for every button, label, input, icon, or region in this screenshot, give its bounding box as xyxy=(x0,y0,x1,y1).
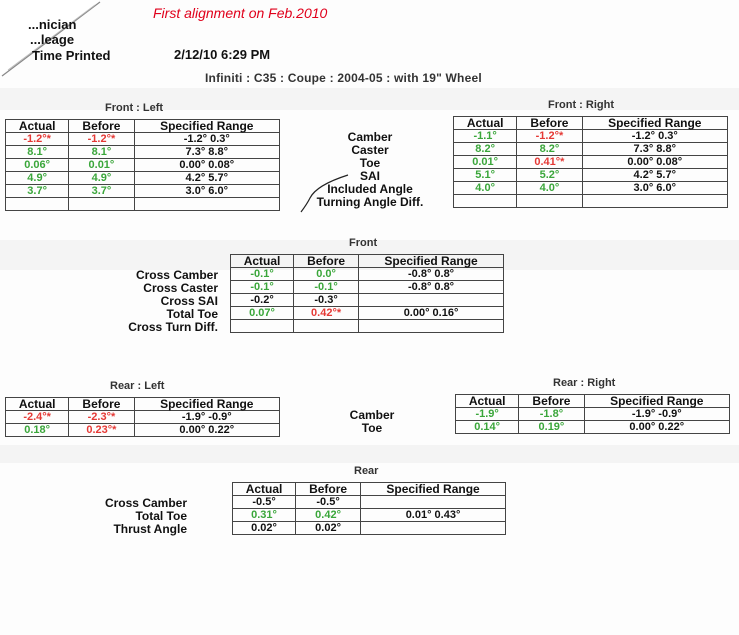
cell-before: 8.2° xyxy=(517,143,582,156)
table-row xyxy=(454,143,728,156)
cell-range: 4.2° 5.7° xyxy=(582,169,727,182)
table-row xyxy=(6,172,280,185)
cell-range: 0.00° 0.16° xyxy=(359,307,504,320)
cell-actual: -1.9° xyxy=(456,408,519,421)
cell-actual: -1.2°* xyxy=(6,133,69,146)
cell-before: -0.3° xyxy=(294,294,359,307)
annotation-text: First alignment on Feb.2010 xyxy=(153,5,328,21)
table-row xyxy=(6,411,280,424)
column-header-range: Specified Range xyxy=(134,120,279,133)
column-header-actual: Actual xyxy=(6,120,69,133)
front-right-table xyxy=(453,116,728,208)
cell-before: 0.23°* xyxy=(69,424,134,437)
table-row xyxy=(454,195,728,208)
column-header-range: Specified Range xyxy=(361,483,506,496)
cell-actual: 0.18° xyxy=(6,424,69,437)
cell-actual: 8.1° xyxy=(6,146,69,159)
cell-before: 8.1° xyxy=(69,146,134,159)
cell-actual: 3.7° xyxy=(6,185,69,198)
cell-range: 0.00° 0.08° xyxy=(134,159,279,172)
cell-before xyxy=(517,195,582,208)
cell-before: 0.42° xyxy=(296,509,361,522)
cell-range: -0.8° 0.8° xyxy=(359,268,504,281)
cell-actual: -2.4°* xyxy=(6,411,69,424)
table-row xyxy=(454,169,728,182)
column-header-before: Before xyxy=(69,398,134,411)
column-header-actual: Actual xyxy=(233,483,296,496)
cell-actual: 4.0° xyxy=(454,182,517,195)
cell-actual: 0.31° xyxy=(233,509,296,522)
label-camber: Camber xyxy=(347,130,393,144)
cell-actual xyxy=(231,320,294,333)
column-header-range: Specified Range xyxy=(584,395,729,408)
table-row xyxy=(233,496,506,509)
mileage-label: ...leage xyxy=(30,32,75,47)
cell-before xyxy=(69,198,134,211)
column-header-before: Before xyxy=(519,395,584,408)
label-sai: SAI xyxy=(359,169,380,183)
front-cross-table xyxy=(230,254,504,333)
cell-before: 4.0° xyxy=(517,182,582,195)
rear-cross-title: Rear xyxy=(354,465,379,477)
rear-cross-table xyxy=(232,482,506,535)
table-row xyxy=(454,156,728,169)
cell-before xyxy=(294,320,359,333)
label-total-toe: Total Toe xyxy=(166,307,218,321)
rear-cross-labels xyxy=(60,497,187,536)
cell-actual: -0.1° xyxy=(231,281,294,294)
cell-before: 0.0° xyxy=(294,268,359,281)
cell-before: 3.7° xyxy=(69,185,134,198)
cell-actual: -0.2° xyxy=(231,294,294,307)
cell-range xyxy=(359,294,504,307)
label-included-angle: Included Angle xyxy=(327,182,413,196)
column-header-before: Before xyxy=(517,117,582,130)
cell-range: 0.00° 0.08° xyxy=(582,156,727,169)
cell-range: 3.0° 6.0° xyxy=(134,185,279,198)
cell-range xyxy=(359,320,504,333)
table-row xyxy=(233,522,506,535)
column-header-before: Before xyxy=(294,255,359,268)
table-row xyxy=(6,198,280,211)
front-left-title: Front : Left xyxy=(105,102,164,114)
cell-range: -1.2° 0.3° xyxy=(134,133,279,146)
cell-range xyxy=(582,195,727,208)
table-row xyxy=(6,424,280,437)
rear-right-table xyxy=(455,394,730,434)
column-header-range: Specified Range xyxy=(359,255,504,268)
front-cross-labels xyxy=(60,269,218,334)
label-cross-sai: Cross SAI xyxy=(160,294,218,308)
cell-actual: -0.1° xyxy=(231,268,294,281)
cell-range: 4.2° 5.7° xyxy=(134,172,279,185)
front-left-table xyxy=(5,119,280,211)
label-rear-total-toe: Total Toe xyxy=(135,509,187,523)
table-header-row xyxy=(456,395,730,408)
cell-range: -1.2° 0.3° xyxy=(582,130,727,143)
time-printed-label: Time Printed xyxy=(32,48,111,63)
cell-before: 0.42°* xyxy=(294,307,359,320)
cell-range: -1.9° -0.9° xyxy=(584,408,729,421)
label-thrust-angle: Thrust Angle xyxy=(113,522,187,536)
label-cross-caster: Cross Caster xyxy=(143,281,218,295)
cell-actual: 4.9° xyxy=(6,172,69,185)
table-row xyxy=(454,182,728,195)
table-row xyxy=(231,294,504,307)
cell-actual: -1.1° xyxy=(454,130,517,143)
label-cross-turn-diff: Cross Turn Diff. xyxy=(128,320,218,334)
cell-range xyxy=(361,522,506,535)
cell-range: 7.3° 8.8° xyxy=(582,143,727,156)
table-row xyxy=(231,268,504,281)
column-header-actual: Actual xyxy=(456,395,519,408)
cell-actual: 0.14° xyxy=(456,421,519,434)
label-turning-angle-diff: Turning Angle Diff. xyxy=(316,195,424,209)
cell-range: 0.01° 0.43° xyxy=(361,509,506,522)
cell-actual: 0.01° xyxy=(454,156,517,169)
scan-band xyxy=(0,445,739,463)
cell-range: 3.0° 6.0° xyxy=(582,182,727,195)
table-header-row xyxy=(231,255,504,268)
label-toe: Toe xyxy=(359,156,381,170)
cell-before: 0.19° xyxy=(519,421,584,434)
cell-range: -1.9° -0.9° xyxy=(134,411,279,424)
cell-range: 7.3° 8.8° xyxy=(134,146,279,159)
table-header-row xyxy=(6,398,280,411)
column-header-before: Before xyxy=(69,120,134,133)
cell-actual: 0.06° xyxy=(6,159,69,172)
cell-before: -2.3°* xyxy=(69,411,134,424)
cell-actual xyxy=(454,195,517,208)
column-header-before: Before xyxy=(296,483,361,496)
table-row xyxy=(231,281,504,294)
cell-range xyxy=(134,198,279,211)
cell-actual: 8.2° xyxy=(454,143,517,156)
table-row xyxy=(6,185,280,198)
cell-actual xyxy=(6,198,69,211)
cell-actual: -0.5° xyxy=(233,496,296,509)
cell-before: 0.41°* xyxy=(517,156,582,169)
table-header-row xyxy=(6,120,280,133)
technician-label: ...nician xyxy=(28,17,77,32)
cell-before: 0.02° xyxy=(296,522,361,535)
cell-actual: 5.1° xyxy=(454,169,517,182)
table-row xyxy=(454,130,728,143)
cell-before: 4.9° xyxy=(69,172,134,185)
table-row xyxy=(6,146,280,159)
label-rear-cross-camber: Cross Camber xyxy=(104,496,187,510)
cell-actual: 0.02° xyxy=(233,522,296,535)
column-header-actual: Actual xyxy=(6,398,69,411)
column-header-actual: Actual xyxy=(454,117,517,130)
column-header-actual: Actual xyxy=(231,255,294,268)
cell-range xyxy=(361,496,506,509)
cell-range: -0.8° 0.8° xyxy=(359,281,504,294)
cell-before: 0.01° xyxy=(69,159,134,172)
front-cross-title: Front xyxy=(349,237,378,249)
table-row xyxy=(6,133,280,146)
cell-range: 0.00° 0.22° xyxy=(584,421,729,434)
table-row xyxy=(6,159,280,172)
cell-before: -1.8° xyxy=(519,408,584,421)
cell-before: -1.2°* xyxy=(517,130,582,143)
column-header-range: Specified Range xyxy=(582,117,727,130)
label-rear-camber: Camber xyxy=(349,408,395,422)
time-printed-value: 2/12/10 6:29 PM xyxy=(174,47,271,62)
cell-before: -0.5° xyxy=(296,496,361,509)
label-cross-camber: Cross Camber xyxy=(135,268,218,282)
rear-right-title: Rear : Right xyxy=(553,377,616,389)
table-header-row xyxy=(233,483,506,496)
rear-labels xyxy=(332,409,412,435)
table-row xyxy=(456,408,730,421)
front-right-title: Front : Right xyxy=(548,99,614,111)
table-header-row xyxy=(454,117,728,130)
vehicle-description: Infiniti : C35 : Coupe : 2004-05 : with 19" Wheel xyxy=(205,71,482,85)
column-header-range: Specified Range xyxy=(134,398,279,411)
cell-before: -0.1° xyxy=(294,281,359,294)
table-row xyxy=(233,509,506,522)
hand-drawn-bracket-mark xyxy=(298,172,358,214)
label-rear-toe: Toe xyxy=(361,421,383,435)
label-caster: Caster xyxy=(351,143,389,157)
cell-actual: 0.07° xyxy=(231,307,294,320)
cell-before: -1.2°* xyxy=(69,133,134,146)
cell-range: 0.00° 0.22° xyxy=(134,424,279,437)
rear-left-table xyxy=(5,397,280,437)
table-row xyxy=(231,307,504,320)
cell-before: 5.2° xyxy=(517,169,582,182)
table-row xyxy=(456,421,730,434)
table-row xyxy=(231,320,504,333)
rear-left-title: Rear : Left xyxy=(110,380,165,392)
